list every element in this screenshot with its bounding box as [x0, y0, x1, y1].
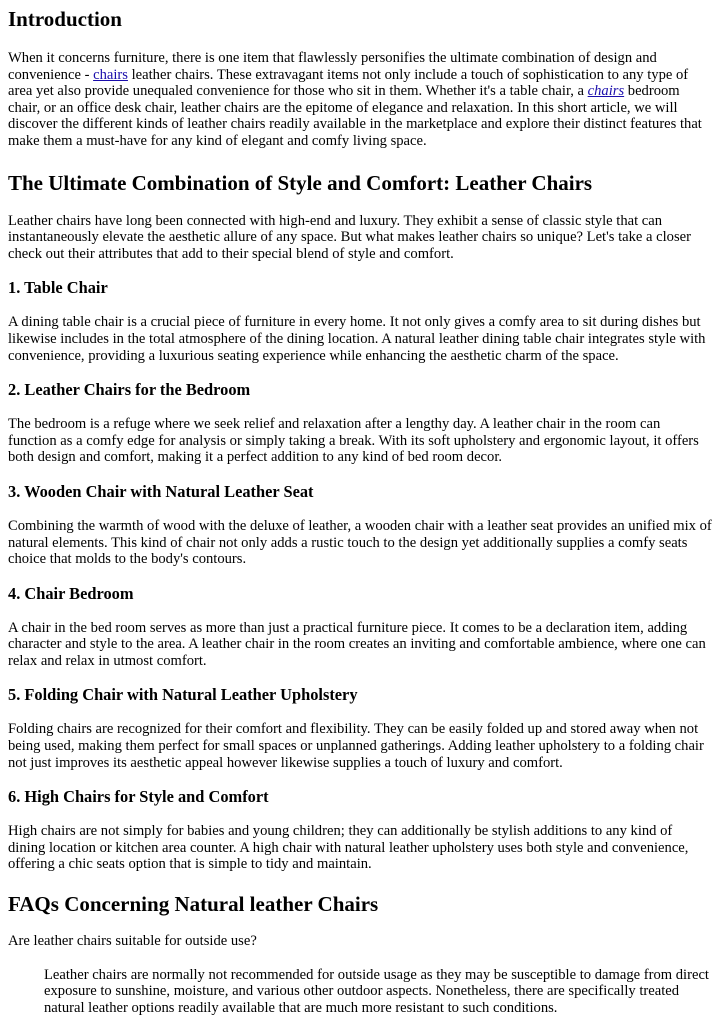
intro-text-2: leather chairs. These extravagant items not only include a touch of sophistication to any type of area yet also provide unequaled convenience for those who sit in them. Whether it's a table chair, a	[8, 66, 689, 100]
main-paragraph: Leather chairs have long been connected with high-end and luxury. They exhibit a sense of classic style that can instantaneously elevate the aesthetic allure of any space. But what makes leather chairs so unique? Let's take a closer check out their attributes that add to their special blend of style and comfort.	[8, 212, 691, 262]
section-text-folding-chair: Folding chairs are recognized for their comfort and flexibility. They can be easily folded up and stored away when not being used, making them perfect for small spaces or unplanned gatherings. Adding leather upholstery to a folding chair not just improves its aesthetic appeal however likewise supplies a touch of luxury and comfort.	[8, 721, 704, 771]
faq-answer-text: Leather chairs are normally not recommended for outside usage as they may be susceptible to damage from direct exposure to sunshine, moisture, and various other outdoor aspects. Nonetheless, there are specifically treated natural leather options readily available that are much more resistant to such conditions.	[44, 966, 709, 1016]
section-text-bedroom-chairs: The bedroom is a refuge where we seek relief and relaxation after a lengthy day. A leather chair in the room can function as a comfy edge for analysis or simply taking a break. With its soft upholstery and ergonomic layout, it offers both design and comfort, making it a perfect addition to any kind of bed room decor.	[8, 416, 699, 466]
faq-heading: FAQs Concerning Natural leather Chairs	[8, 892, 379, 917]
section-heading-high-chairs: 6. High Chairs for Style and Comfort	[8, 787, 269, 807]
faq-answer	[44, 967, 712, 1017]
article	[0, 7, 720, 1016]
section-text-wooden-chair: Combining the warmth of wood with the deluxe of leather, a wooden chair with a leather seat provides an unified mix of natural elements. This kind of chair not only adds a rustic touch to the design yet additionally supplies a comfy seats choice that molds to the body's contours.	[8, 517, 712, 568]
section-text-chair-bedroom: A chair in the bed room serves as more than just a practical furniture piece. It comes to be a declaration item, adding character and style to the area. A leather chair in the room creates an inviting and comfortable ambience, where one can relax and relax in utmost comfort.	[8, 619, 706, 669]
section-heading-table-chair: 1. Table Chair	[8, 278, 108, 298]
intro-paragraph	[8, 50, 712, 150]
chairs-link-1[interactable]: chairs	[93, 66, 128, 83]
faq-question: Are leather chairs suitable for outside use?	[8, 933, 257, 950]
intro-heading: Introduction	[8, 7, 122, 31]
section-heading-bedroom-chairs: 2. Leather Chairs for the Bedroom	[8, 380, 251, 400]
intro-text-3: bedroom chair, or an office desk chair, leather chairs are the epitome of elegance and relaxation. In this short article, we will discover the different kinds of leather chairs readily available in the marketplace and explore their distinct features that make them a must-have for any kind of elegant and comfy living space.	[8, 83, 702, 149]
section-heading-wooden-chair: 3. Wooden Chair with Natural Leather Seat	[8, 481, 314, 501]
intro-text-1: When it concerns furniture, there is one item that flawlessly personifies the ultimate combination of design and convenience -	[8, 50, 657, 83]
section-text-table-chair: A dining table chair is a crucial piece of furniture in every home. It not only gives a comfy area to sit during dishes but likewise includes in the total atmosphere of the dining location. A natural leather dining table chair integrates style with convenience, providing a luxurious seating experience while enhancing the aesthetic charm of the space.	[8, 314, 706, 364]
section-text-high-chairs: High chairs are not simply for babies and young children; they can additionally be stylish additions to any kind of dining location or kitchen area counter. A high chair with natural leather upholstery uses both style and convenience, offering a chic seats option that is simple to tidy and maintain.	[8, 823, 689, 873]
main-heading: The Ultimate Combination of Style and Comfort: Leather Chairs	[8, 170, 593, 195]
section-heading-folding-chair: 5. Folding Chair with Natural Leather Upholstery	[8, 685, 358, 705]
section-heading-chair-bedroom: 4. Chair Bedroom	[8, 583, 134, 603]
chairs-link-2[interactable]: chairs	[587, 83, 625, 100]
